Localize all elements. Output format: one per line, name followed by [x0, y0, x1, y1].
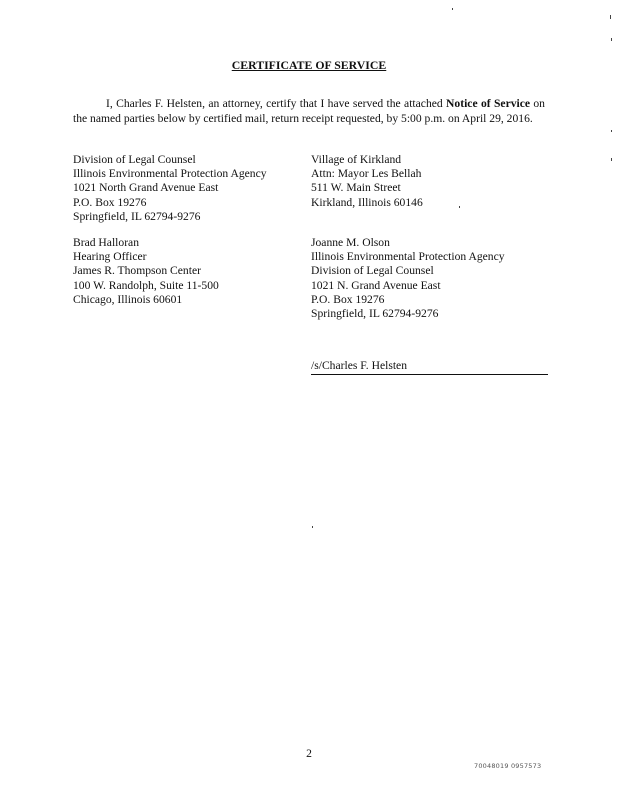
recipient-brad-halloran [73, 236, 219, 307]
recipient-village-of-kirkland [311, 153, 423, 210]
signature-line: /s/Charles F. Helsten [311, 359, 548, 375]
address-line: P.O. Box 19276 [311, 292, 385, 306]
scan-speck [611, 38, 612, 41]
address-line: Attn: Mayor Les Bellah [311, 167, 422, 181]
address-line: James R. Thompson Center [73, 264, 201, 278]
document-id-stamp: 70048019 0957573 [474, 762, 542, 770]
address-line: Chicago, Illinois 60601 [73, 292, 183, 306]
address-line: Hearing Officer [73, 250, 147, 264]
address-line: Division of Legal Counsel [311, 264, 434, 278]
recipient-joanne-olson [311, 236, 505, 321]
address-line: P.O. Box 19276 [73, 195, 147, 209]
scan-speck [459, 206, 460, 208]
address-line: Illinois Environmental Protection Agency [73, 167, 267, 181]
scan-speck [452, 8, 453, 10]
address-line: 100 W. Randolph, Suite 11-500 [73, 278, 219, 292]
service-bold: Service [493, 97, 531, 110]
address-line: 1021 N. Grand Avenue East [311, 278, 441, 292]
scan-speck [611, 130, 612, 132]
address-line: Springfield, IL 62794-9276 [311, 306, 439, 320]
recipient-division-legal-counsel [73, 153, 267, 224]
scan-speck [611, 158, 612, 161]
page-number: 2 [306, 747, 312, 760]
address-line: Kirkland, Illinois 60146 [311, 195, 423, 209]
address-line: Springfield, IL 62794-9276 [73, 209, 201, 223]
address-line: Illinois Environmental Protection Agency [311, 250, 505, 264]
certification-paragraph [73, 97, 545, 126]
scan-speck [610, 15, 611, 19]
notice-of-bold: Notice of [446, 97, 491, 110]
page-title: CERTIFICATE OF SERVICE [231, 58, 387, 72]
address-line: Brad Halloran [73, 236, 139, 249]
address-line: 1021 North Grand Avenue East [73, 181, 219, 195]
intro-text-rest: on the named parties below by certified mail, return receipt requested, by 5:00 p.m. on April 29, 2016. [73, 97, 545, 125]
address-line: Division of Legal Counsel [73, 153, 196, 166]
scan-speck [312, 526, 313, 528]
address-line: 511 W. Main Street [311, 181, 401, 195]
address-line: Joanne M. Olson [311, 236, 390, 249]
intro-text: I, Charles F. Helsten, an attorney, certify that I have served the attached [106, 97, 447, 110]
address-line: Village of Kirkland [311, 153, 402, 166]
